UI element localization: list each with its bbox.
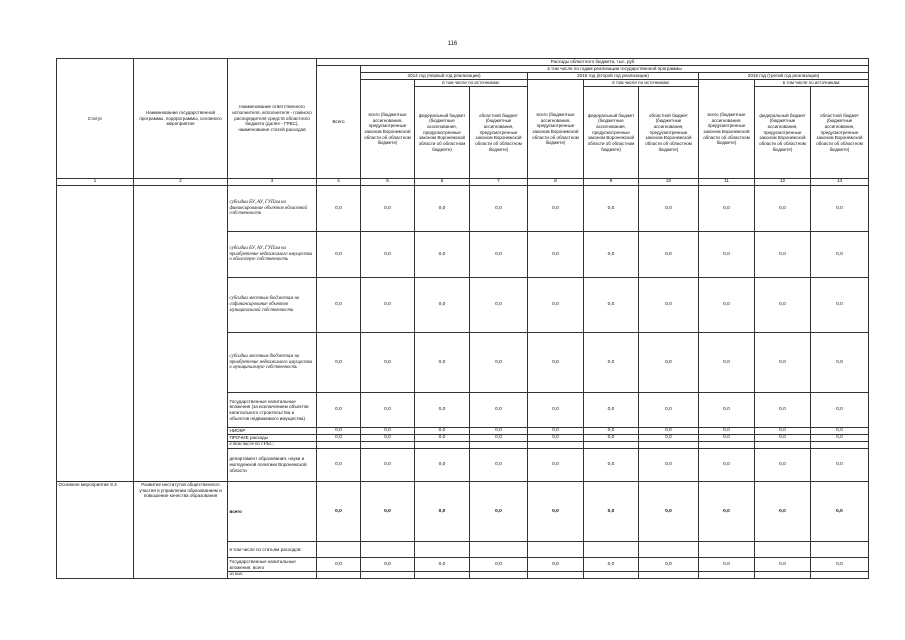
value-cell: 0,0 [755, 186, 811, 232]
value-cell: 0,0 [415, 482, 470, 542]
value-cell: 0,0 [699, 186, 755, 232]
value-cell: 0,0 [528, 428, 584, 435]
value-cell: 0,0 [528, 393, 584, 428]
value-cell: 0,0 [470, 278, 528, 333]
value-cell: 0,0 [811, 449, 869, 482]
value-cell: 0,0 [528, 278, 584, 333]
value-cell: 0,0 [361, 428, 415, 435]
header-year-2015: 2015 год (второй год реализации) [528, 73, 699, 80]
value-cell: 0,0 [755, 482, 811, 542]
column-number: 5 [361, 179, 415, 186]
value-cell: 0,0 [584, 449, 639, 482]
header-by-years: в том числе по годам реализации государственной программы [361, 66, 869, 73]
header-y3-src-regional: областной бюджет (бюджетные ассигнования, предусмотренные законом Воронежской области об областном бюджете) [811, 87, 869, 179]
value-cell: 0,0 [584, 393, 639, 428]
column-number: 13 [811, 179, 869, 186]
value-cell: 0,0 [699, 428, 755, 435]
value-cell: 0,0 [361, 435, 415, 442]
value-cell [361, 572, 415, 579]
value-cell: 0,0 [755, 435, 811, 442]
header-y2-src-total: всего (бюджетные ассигнования, предусмотренные законом Воронежской области об областном бюджете) [528, 80, 584, 179]
value-cell: 0,0 [584, 232, 639, 278]
row-label: в том числе по ГРБС: [228, 442, 317, 449]
value-cell: 0,0 [699, 278, 755, 333]
header-y1-by-sources: в том числе по источникам: [415, 80, 528, 87]
value-cell: 0,0 [317, 393, 361, 428]
budget-table [56, 58, 869, 579]
value-cell [528, 442, 584, 449]
value-cell: 0,0 [584, 428, 639, 435]
header-total: Всего [317, 66, 361, 179]
column-number: 7 [470, 179, 528, 186]
value-cell: 0,0 [528, 186, 584, 232]
header-y3-src-total: всего (бюджетные ассигнования, предусмотренные законом Воронежской области об областном бюджете) [699, 80, 755, 179]
value-cell [584, 542, 639, 558]
value-cell: 0,0 [528, 435, 584, 442]
value-cell: 0,0 [415, 232, 470, 278]
column-number: 1 [57, 179, 134, 186]
row-label: из них: [228, 572, 317, 579]
value-cell: 0,0 [415, 186, 470, 232]
column-number: 12 [755, 179, 811, 186]
value-cell: 0,0 [470, 449, 528, 482]
value-cell: 0,0 [470, 186, 528, 232]
page-number: 116 [447, 41, 458, 47]
value-cell: 0,0 [811, 278, 869, 333]
value-cell: 0,0 [811, 232, 869, 278]
status-cell [57, 186, 134, 482]
column-number: 9 [584, 179, 639, 186]
header-expenses-title: Расходы областного бюджета, тыс. руб [317, 59, 869, 66]
value-cell: 0,0 [317, 232, 361, 278]
value-cell: 0,0 [639, 482, 699, 542]
value-cell: 0,0 [639, 278, 699, 333]
value-cell [415, 442, 470, 449]
header-y1-src-federal: федеральный бюджет (бюджетные ассигнования, предусмотренные законом Воронежской области об областном бюджете) [415, 87, 470, 179]
value-cell: 0,0 [528, 232, 584, 278]
value-cell: 0,0 [317, 278, 361, 333]
value-cell: 0,0 [699, 393, 755, 428]
header-y1-src-regional: областной бюджет (бюджетные ассигнования, предусмотренные законом Воронежской области об областном бюджете) [470, 87, 528, 179]
value-cell: 0,0 [415, 333, 470, 393]
value-cell: 0,0 [639, 449, 699, 482]
value-cell: 0,0 [361, 393, 415, 428]
value-cell: 0,0 [528, 333, 584, 393]
value-cell: 0,0 [415, 428, 470, 435]
value-cell: 0,0 [639, 428, 699, 435]
value-cell: 0,0 [361, 482, 415, 542]
value-cell: 0,0 [470, 393, 528, 428]
value-cell: 0,0 [317, 449, 361, 482]
header-program-name: Наименование государственной программы, подпрограммы, основного мероприятия [134, 59, 228, 179]
value-cell [317, 572, 361, 579]
header-y2-src-regional: областной бюджет (бюджетные ассигнования, предусмотренные законом Воронежской области об областном бюджете) [639, 87, 699, 179]
value-cell: 0,0 [528, 449, 584, 482]
value-cell [470, 542, 528, 558]
program-name-cell [134, 186, 228, 482]
value-cell: 0,0 [415, 558, 470, 572]
value-cell: 0,0 [317, 428, 361, 435]
row-label: всего [228, 482, 317, 542]
value-cell: 0,0 [361, 558, 415, 572]
value-cell: 0,0 [755, 232, 811, 278]
measure-status: Основное мероприятие 9.3 [57, 482, 134, 579]
row-label: субсидии местным бюджетам на приобретение недвижимого имущества в муниципальную собственность [228, 333, 317, 393]
value-cell: 0,0 [755, 333, 811, 393]
value-cell: 0,0 [639, 186, 699, 232]
value-cell: 0,0 [811, 186, 869, 232]
value-cell [755, 572, 811, 579]
value-cell: 0,0 [639, 333, 699, 393]
value-cell: 0,0 [639, 232, 699, 278]
column-number-row [57, 179, 869, 186]
value-cell [639, 442, 699, 449]
value-cell: 0,0 [755, 449, 811, 482]
value-cell [470, 442, 528, 449]
value-cell: 0,0 [470, 428, 528, 435]
value-cell [639, 542, 699, 558]
value-cell: 0,0 [415, 393, 470, 428]
value-cell: 0,0 [470, 333, 528, 393]
value-cell: 0,0 [361, 232, 415, 278]
value-cell: 0,0 [317, 435, 361, 442]
value-cell [811, 572, 869, 579]
value-cell: 0,0 [415, 278, 470, 333]
value-cell: 0,0 [317, 186, 361, 232]
value-cell: 0,0 [699, 232, 755, 278]
value-cell: 0,0 [639, 393, 699, 428]
value-cell: 0,0 [811, 333, 869, 393]
value-cell: 0,0 [811, 558, 869, 572]
row-label: ПРОЧИЕ расходы [228, 435, 317, 442]
header-status: Статус [57, 59, 134, 179]
column-number: 2 [134, 179, 228, 186]
row-label: субсидии БУ, АУ, ГУПам на приобретение недвижимого имущества в областную собственность [228, 232, 317, 278]
value-cell [584, 442, 639, 449]
value-cell: 0,0 [415, 449, 470, 482]
value-cell [584, 572, 639, 579]
value-cell: 0,0 [755, 428, 811, 435]
column-number: 3 [228, 179, 317, 186]
value-cell: 0,0 [361, 278, 415, 333]
header-y1-src-total: всего (бюджетные ассигнования, предусмотренные законом Воронежской области об областном бюджете) [361, 80, 415, 179]
value-cell [811, 442, 869, 449]
value-cell: 0,0 [811, 482, 869, 542]
value-cell: 0,0 [528, 558, 584, 572]
value-cell: 0,0 [811, 428, 869, 435]
value-cell [361, 442, 415, 449]
column-number: 4 [317, 179, 361, 186]
value-cell [528, 572, 584, 579]
header-y2-src-federal: федеральный бюджет (бюджетные ассигнования, предусмотренные законом Воронежской области об областном бюджете) [584, 87, 639, 179]
value-cell: 0,0 [699, 333, 755, 393]
value-cell [755, 442, 811, 449]
value-cell: 0,0 [317, 333, 361, 393]
row-label: департамент образования, науки и молодежной политики Воронежской области [228, 449, 317, 482]
value-cell [528, 542, 584, 558]
row-label: НИОКР [228, 428, 317, 435]
column-number: 6 [415, 179, 470, 186]
value-cell [415, 542, 470, 558]
row-label: субсидии местным бюджетам на софинансирование объектов муниципальной собственности [228, 278, 317, 333]
value-cell: 0,0 [317, 558, 361, 572]
value-cell: 0,0 [811, 435, 869, 442]
value-cell: 0,0 [361, 333, 415, 393]
table-row [57, 186, 869, 232]
value-cell [470, 572, 528, 579]
value-cell: 0,0 [584, 558, 639, 572]
table-row [57, 482, 869, 542]
value-cell: 0,0 [361, 449, 415, 482]
value-cell: 0,0 [584, 482, 639, 542]
value-cell: 0,0 [470, 232, 528, 278]
value-cell: 0,0 [755, 558, 811, 572]
value-cell [699, 442, 755, 449]
column-number: 11 [699, 179, 755, 186]
value-cell: 0,0 [470, 558, 528, 572]
value-cell [699, 572, 755, 579]
measure-name: Развитие институтов общественного участия в управлении образованием и повышение качества образования [134, 482, 228, 579]
value-cell [361, 542, 415, 558]
header-y3-src-federal: федеральный бюджет (бюджетные ассигнования, предусмотренные законом Воронежской области об областном бюджете) [755, 87, 811, 179]
value-cell: 0,0 [639, 435, 699, 442]
value-cell: 0,0 [639, 558, 699, 572]
value-cell: 0,0 [755, 393, 811, 428]
column-number: 8 [528, 179, 584, 186]
value-cell: 0,0 [699, 482, 755, 542]
value-cell: 0,0 [811, 393, 869, 428]
value-cell: 0,0 [699, 558, 755, 572]
value-cell: 0,0 [470, 482, 528, 542]
value-cell [811, 542, 869, 558]
header-year-2014: 2014 год (первый год реализации) [361, 73, 528, 80]
value-cell [317, 542, 361, 558]
header-executor: Наименование ответственного исполнителя, исполнителя - главного распорядителя средств областного бюджета (далее - ГРБС), наименование статей расходов [228, 59, 317, 179]
value-cell [317, 442, 361, 449]
header-y3-by-sources: в том числе по источникам: [755, 80, 869, 87]
row-label: Государственные капитальные вложения (за исключением объектов капитального строительства и объектов недвижимого имущества) [228, 393, 317, 428]
value-cell: 0,0 [584, 333, 639, 393]
header-year-2016: 2016 год (третий год реализации) [699, 73, 869, 80]
value-cell: 0,0 [470, 435, 528, 442]
value-cell [755, 542, 811, 558]
row-label: субсидии БУ, АУ, ГУПам на финансирование объектов областной собственности [228, 186, 317, 232]
header-y2-by-sources: в том числе по источникам: [584, 80, 699, 87]
value-cell: 0,0 [699, 435, 755, 442]
value-cell [699, 542, 755, 558]
value-cell: 0,0 [699, 449, 755, 482]
value-cell: 0,0 [317, 482, 361, 542]
value-cell: 0,0 [584, 186, 639, 232]
value-cell: 0,0 [584, 278, 639, 333]
value-cell [415, 572, 470, 579]
value-cell: 0,0 [528, 482, 584, 542]
value-cell [639, 572, 699, 579]
row-label: в том числе по статьям расходов: [228, 542, 317, 558]
value-cell: 0,0 [584, 435, 639, 442]
value-cell: 0,0 [415, 435, 470, 442]
column-number: 10 [639, 179, 699, 186]
value-cell: 0,0 [755, 278, 811, 333]
value-cell: 0,0 [361, 186, 415, 232]
row-label: Государственные капитальные вложения, всего [228, 558, 317, 572]
